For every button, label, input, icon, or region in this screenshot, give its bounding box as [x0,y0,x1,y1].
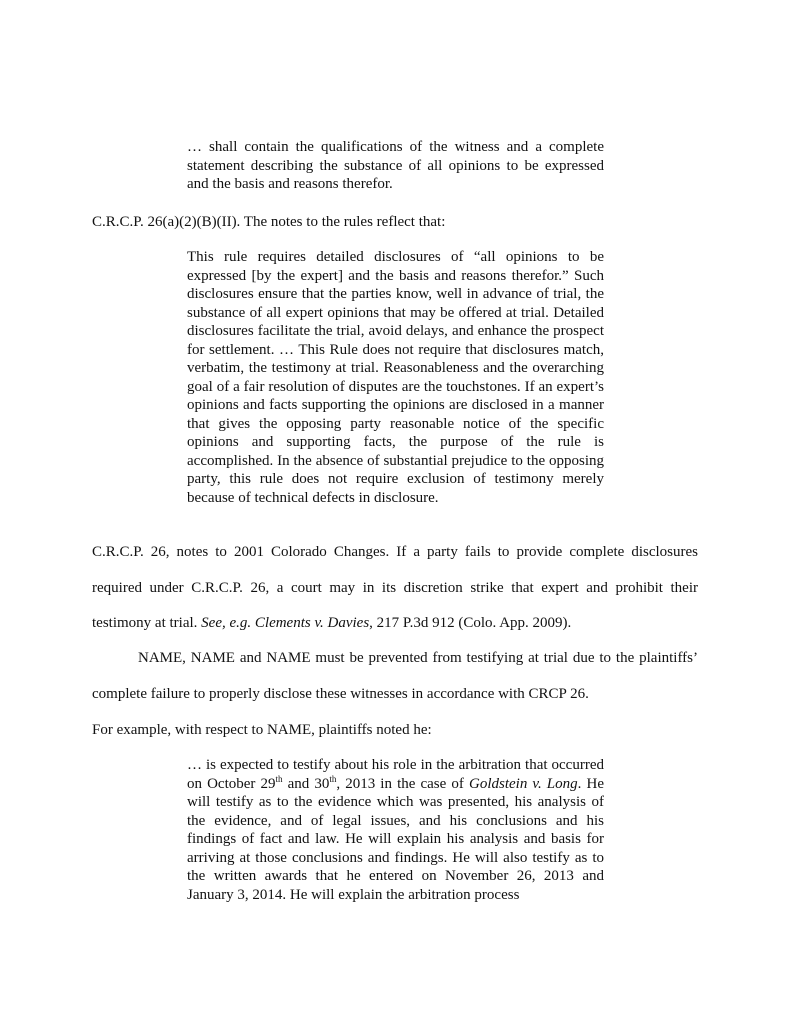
block-quote-qualifications: … shall contain the qualifications of the witness and a complete statement describing the substance of all opinions to be expressed and the basis and reasons therefor. [187,139,604,192]
rule-citation-line: C.R.C.P. 26(a)(2)(B)(II). The notes to the rules reflect that: [92,214,446,230]
ordinal-suffix: th [275,773,283,784]
quote-text: , 2013 in the case of [336,775,469,792]
paragraph-names-prevented: NAME, NAME and NAME must be prevented from testifying at trial due to the plaintiffs’ complete failure to properly disclose these witnesses in accordance with CRCP 26. [92,650,698,702]
block-quote-rule-notes: This rule requires detailed disclosures of “all opinions to be expressed [by the expert] and the basis and reasons therefor.” Such disclosures ensure that the parties know, well in advance of trial, the substance of all expert opinions that may be offered at trial. Detailed disclosures facilitate the trial, avoid delays, and enhance the prospect for settlement. … This Rule does not require that disclosures match, verbatim, the testimony at trial. Reasonableness and the overarching goal of a fair resolution of disputes are the touchstones. If an expert’s opinions and facts supporting the opinions are disclosed in a manner that gives the opposing party reasonable notice of the specific opinions and supporting facts, the purpose of the rule is accomplished. In the absence of substantial prejudice to the opposing party, this rule does not require exclusion of testimony merely because of technical defects in disclosure. [187,249,604,506]
block-quote-testimony [187,756,604,904]
paragraph-colorado-changes [92,535,698,642]
case-name: Clements v. Davies [254,615,370,631]
example-intro-line: For example, with respect to NAME, plaintiffs noted he: [92,722,432,738]
citation-reporter: , 217 P.3d 912 (Colo. App. 2009). [369,615,572,631]
ordinal-suffix: th [329,773,337,784]
quote-text: … is expected to testify about his role in the arbitration that occurred on October 29 [187,757,604,792]
paragraph-text: C.R.C.P. 26, notes to 2001 Colorado Changes. If a party fails to provide complete disclosures required under C.R.C.P. 26, a court may in its discretion strike that expert and prohibit their testimony at trial. [92,544,698,631]
quote-text: . He will testify as to the evidence which was presented, his analysis of the evidence, and of legal issues, and his conclusions and his findings of fact and law. He will explain his analysis and basis for arriving at those conclusions and findings. He will also testify as to the written awards that he entered on November 26, 2013 and January 3, 2014. He will explain the arbitration process [187,775,604,903]
citation-signal: See, e.g. [201,615,252,631]
quote-text: and 30 [282,775,330,792]
case-name: Goldstein v. Long [468,775,578,792]
